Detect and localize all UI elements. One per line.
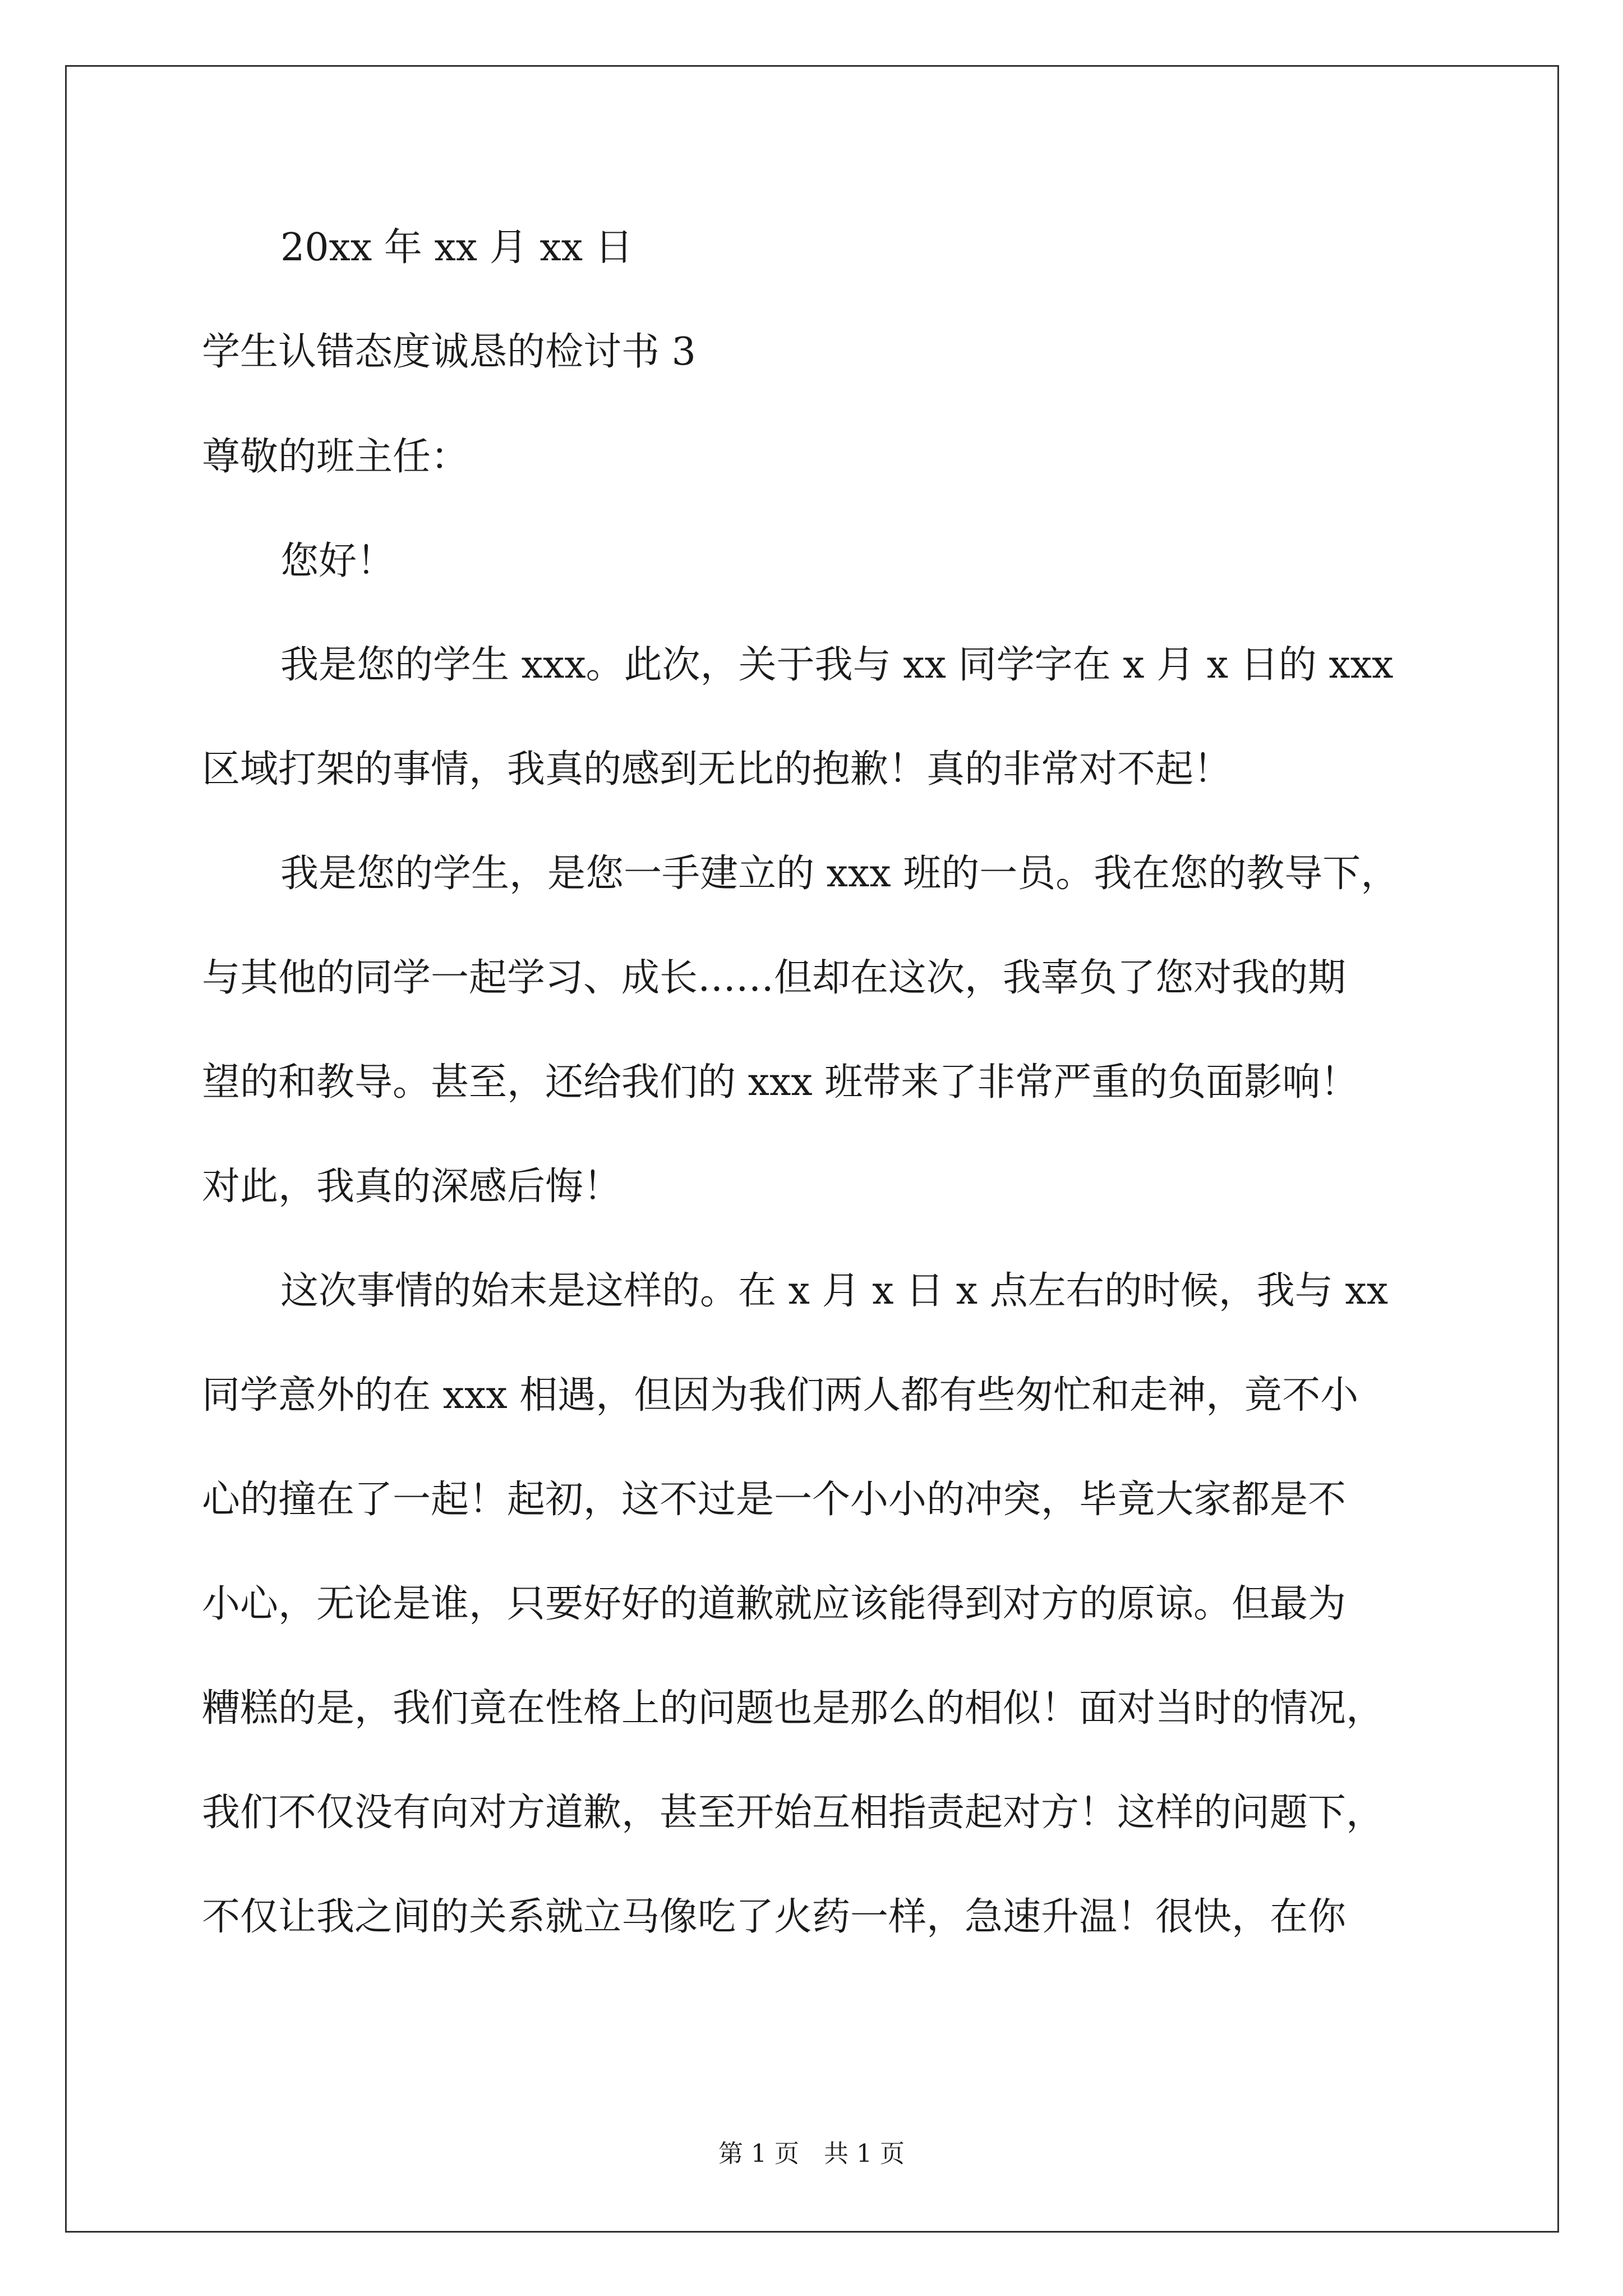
paragraph-3-line-3: 心的撞在了一起！起初，这不过是一个小小的冲突，毕竟大家都是不	[202, 1478, 1347, 1522]
paragraph-3-line-1: 这次事情的始末是这样的。在 x 月 x 日 x 点左右的时候，我与 xx	[280, 1269, 1389, 1313]
paragraph-3-line-5: 糟糕的是，我们竟在性格上的问题也是那么的相似！面对当时的情况，	[202, 1686, 1385, 1731]
paragraph-1-line-2: 区域打架的事情，我真的感到无比的抱歉！真的非常对不起！	[202, 747, 1232, 792]
paragraph-3-line-2: 同学意外的在 xxx 相遇，但因为我们两人都有些匆忙和走神，竟不小	[202, 1373, 1359, 1418]
paragraph-2-line-2: 与其他的同学一起学习、成长……但却在这次，我辜负了您对我的期	[202, 956, 1347, 1000]
paragraph-1-line-1: 我是您的学生 xxx。此次，关于我与 xx 同学字在 x 月 x 日的 xxx	[280, 643, 1394, 687]
paragraph-2-line-4: 对此，我真的深感后悔！	[202, 1165, 622, 1209]
page-footer: 第 1 页 共 1 页	[718, 2139, 905, 2168]
date-line: 20xx 年 xx 月 xx 日	[280, 226, 633, 270]
document-title: 学生认错态度诚恳的检讨书 3	[202, 330, 696, 374]
paragraph-3-line-6: 我们不仅没有向对方道歉，甚至开始互相指责起对方！这样的问题下，	[202, 1791, 1385, 1835]
paragraph-3-line-7: 不仅让我之间的关系就立马像吃了火药一样，急速升温！很快，在你	[202, 1895, 1347, 1939]
salutation: 尊敬的班主任：	[202, 435, 469, 479]
paragraph-3-line-4: 小心，无论是谁，只要好好的道歉就应该能得到对方的原谅。但最为	[202, 1582, 1347, 1626]
paragraph-2-line-1: 我是您的学生，是您一手建立的 xxx 班的一员。我在您的教导下，	[280, 852, 1399, 896]
paragraph-2-line-3: 望的和教导。甚至，还给我们的 xxx 班带来了非常严重的负面影响！	[202, 1060, 1359, 1105]
greeting: 您好！	[280, 539, 395, 583]
